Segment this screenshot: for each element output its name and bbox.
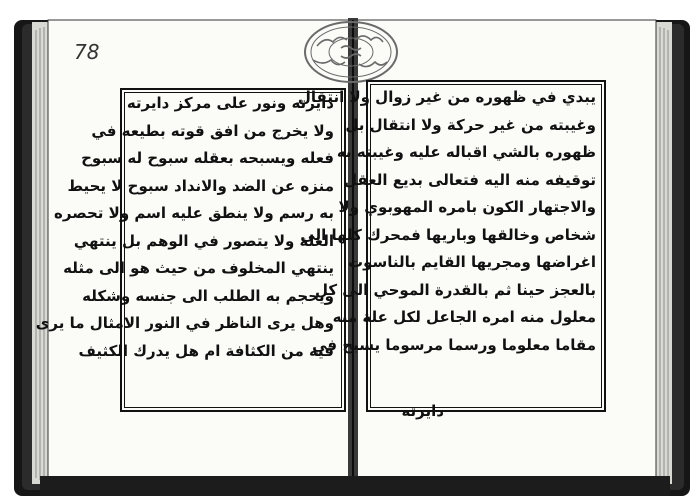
- folio-number: 78: [74, 40, 100, 64]
- text-line: مقاما معلوما ورسما مرسوما يسبح في: [312, 335, 596, 354]
- text-line: وهل يرى الناظر في النور الامثال ما يرى: [35, 314, 334, 332]
- text-line: منزه عن الضد والانداد سبوح لا يحيط: [67, 176, 334, 195]
- text-line: بالعجز حينا ثم بالقدرة الموحي الى كل: [314, 280, 596, 299]
- right-text-block: [297, 84, 596, 359]
- text-line: ويحجم به الطلب الى جنسه وشكله: [82, 286, 334, 305]
- text-line: فعله ويسبحه بعقله سبوح له سبوح: [81, 149, 334, 167]
- text-line: وغيبته من غير حركة ولا انتقال بل: [345, 115, 596, 134]
- text-line: دايرته ونور على مركز دايرته: [126, 94, 334, 112]
- bottom-edge: [40, 476, 670, 496]
- catchword: دايرته: [401, 402, 444, 420]
- text-line: ولا يخرج من افق قوته بطيعه في: [91, 121, 334, 140]
- text-line: معلول منه امره الجاعل لكل علة منه: [332, 308, 596, 326]
- text-line: يبدي في ظهوره من غير زوال ولا انتقال: [297, 88, 596, 106]
- text-line: ظهوره بالشي اقباله عليه وغيبته به: [336, 143, 596, 161]
- text-line: به رسم ولا ينطق عليه اسم ولا تحصره: [54, 204, 334, 222]
- text-line: والاجتهار الكون بامره المهوبوي ولا: [338, 198, 596, 216]
- text-line: توقيفه منه اليه فتعالى بديع العقل: [344, 170, 596, 189]
- text-line: ينتهي المخلوف من حيث هو الى مثله: [63, 259, 334, 277]
- library-seal-icon: [297, 12, 405, 86]
- text-line: اغراضها ومجريها القايم بالناسوت: [348, 253, 596, 271]
- text-line: العلة ولا يتصور في الوهم بل ينتهي: [73, 231, 334, 250]
- text-line: شخاص وخالقها وباريها فمحرك كلها الى: [300, 225, 596, 244]
- text-line: فيه من الكثافة ام هل يدرك الكثيف: [78, 341, 334, 360]
